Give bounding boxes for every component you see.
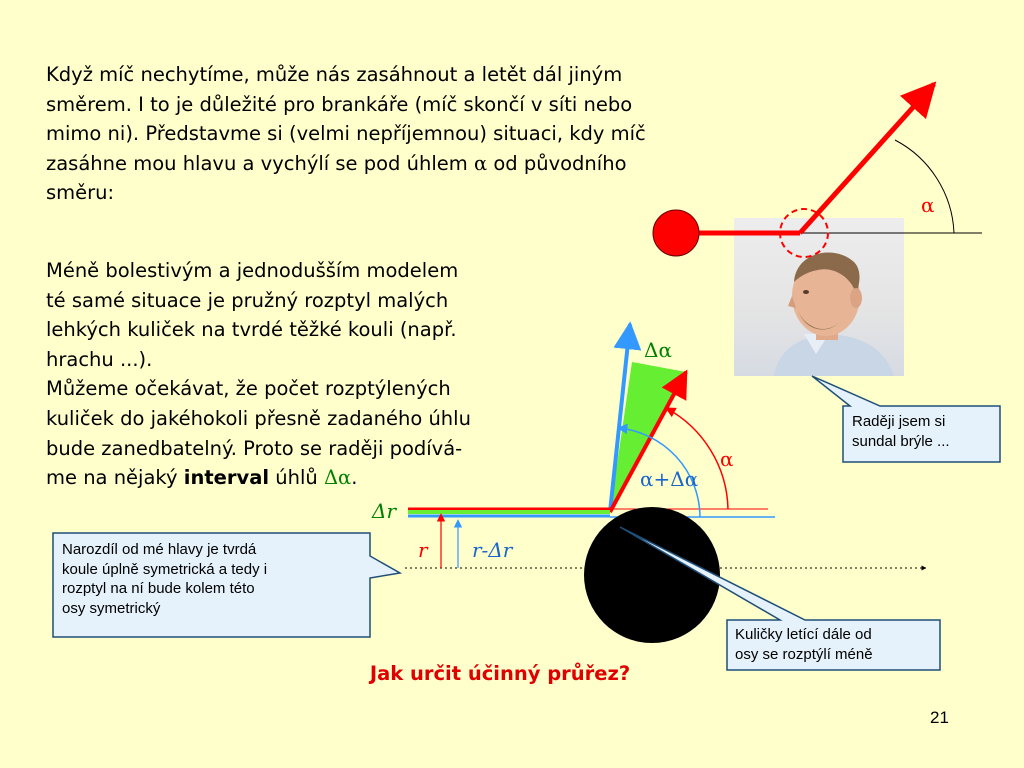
delta-alpha-label: Δα	[644, 338, 672, 362]
model-text: Méně bolestivým a jednodušším modelem té samé situace je pružný rozptyl malých lehkých kuliček na tvrdé těžké kouli (např. hrachu ...). Můžeme očekávat, že počet rozptýlených kuliček do jakéhokoli přesně zadaného úhlu bude zanedbatelný. Proto se raději podívá- me na nějaký	[46, 259, 471, 490]
model-text-end: .	[351, 466, 358, 490]
further-callout-text: Kuličky letící dále od osy se rozptýlí méně	[735, 626, 873, 663]
page-number: 21	[930, 708, 949, 727]
hard-sphere	[584, 507, 720, 643]
intro-text-end: od původního směru:	[46, 151, 627, 205]
alpha-arc	[895, 140, 954, 233]
model-text-mid: úhlů	[269, 466, 324, 490]
r-label: r	[418, 538, 428, 562]
ball	[653, 210, 699, 256]
delta-r-label: Δr	[372, 499, 397, 523]
symmetric-callout-text: Narozdíl od mé hlavy je tvrdá koule úplně symetrická a tedy i rozptyl na ní bude kolem této osy symetrický	[62, 541, 268, 617]
alpha-label: α	[921, 193, 935, 217]
interval-word: interval	[183, 466, 270, 490]
scattering-diagram	[371, 324, 926, 643]
alpha-symbol: α	[473, 151, 488, 175]
question-heading: Jak určit účinný průřez?	[369, 662, 631, 685]
glasses-callout-text: Raději jsem si sundal brýle ...	[852, 413, 950, 450]
delta-alpha-symbol: Δα	[323, 466, 352, 490]
head-deflection-diagram	[653, 84, 982, 257]
alpha-angle-label: α	[720, 447, 734, 471]
intro-text: Když míč nechytíme, může nás zasáhnout a letět dál jiným směrem. I to je důležité pro brankáře (míč skončí v síti nebo mimo ni). Představme si (velmi nepříjemnou) situaci, kdy míč zasáhne mou hlavu a vychýlí se pod úhlem	[46, 63, 646, 175]
r-minus-dr-label: r-Δr	[472, 538, 513, 562]
deflected-path-arrow	[800, 84, 934, 233]
alpha-plus-delta-label: α+Δα	[640, 467, 699, 491]
